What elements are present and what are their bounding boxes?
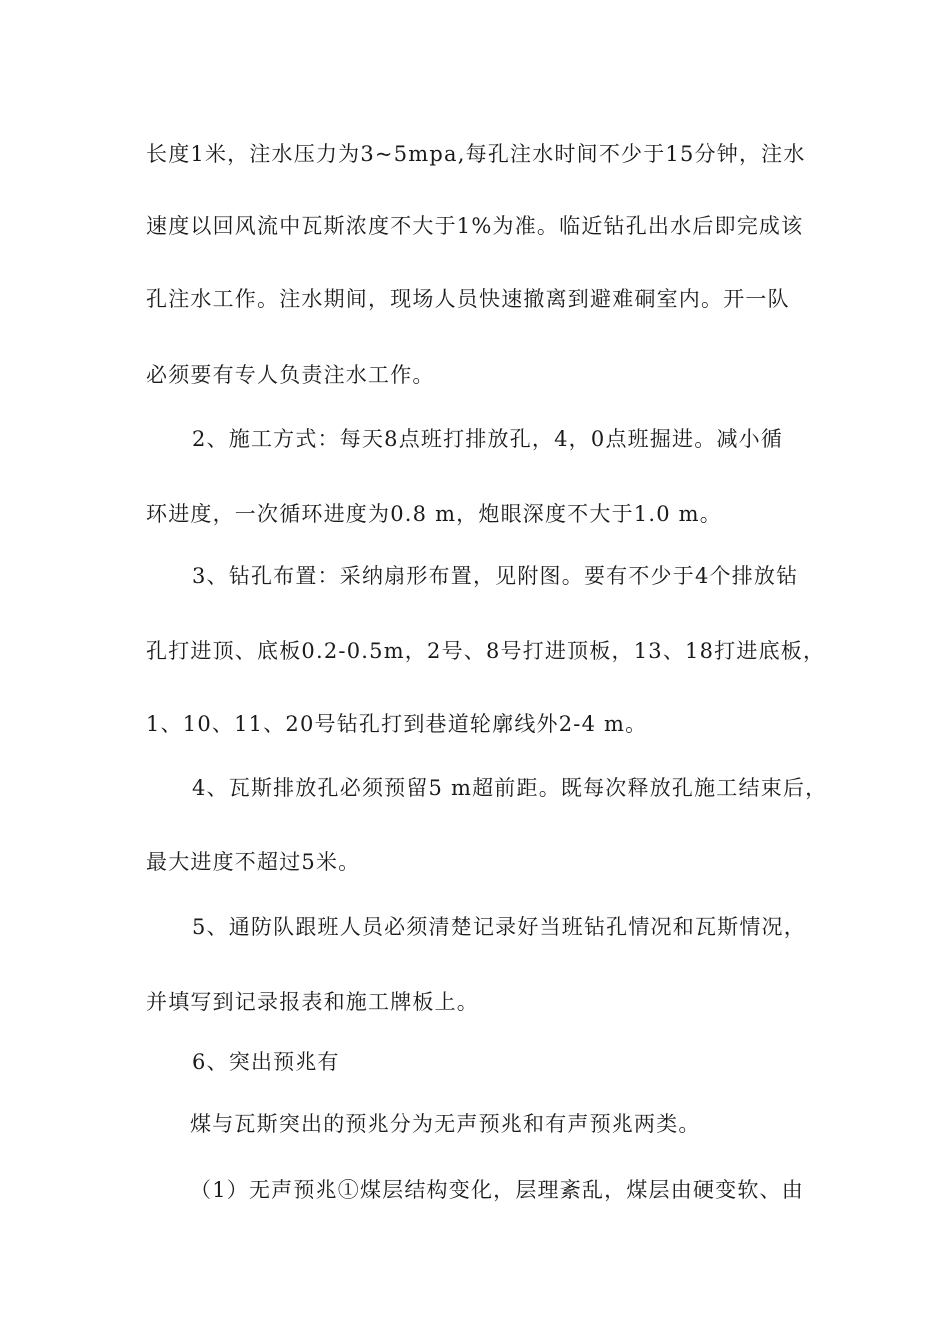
paragraph-line: 最大进度不超过5米。: [146, 850, 361, 874]
paragraph-line: 孔打进顶、底板0.2-0.5m，2号、8号打进顶板，13、18打进底板，: [146, 639, 826, 663]
paragraph-line: （1）无声预兆①煤层结构变化，层理紊乱，煤层由硬变软、由: [190, 1178, 804, 1202]
paragraph-line: 3、钻孔布置：采纳扇形布置，见附图。要有不少于4个排放钻: [192, 564, 799, 588]
paragraph-line: 必须要有专人负责注水工作。: [146, 363, 435, 387]
paragraph-line: 长度1米，注水压力为3~5mpa,每孔注水时间不少于15分钟，注水: [146, 142, 806, 166]
section-heading: 6、突出预兆有: [192, 1050, 340, 1074]
paragraph-line: 并填写到记录报表和施工牌板上。: [146, 990, 479, 1014]
paragraph-line: 环进度，一次循环进度为0.8 m，炮眼深度不大于1.0 m。: [146, 502, 722, 526]
paragraph-line: 4、瓦斯排放孔必须预留5 m超前距。既每次释放孔施工结束后，: [192, 776, 828, 800]
paragraph-line: 孔注水工作。注水期间，现场人员快速撤离到避难硐室内。开一队: [146, 287, 790, 311]
paragraph-line: 煤与瓦斯突出的预兆分为无声预兆和有声预兆两类。: [190, 1112, 701, 1136]
paragraph-line: 速度以回风流中瓦斯浓度不大于1%为准。临近钻孔出水后即完成该: [146, 214, 804, 238]
paragraph-line: 5、通防队跟班人员必须清楚记录好当班钻孔情况和瓦斯情况，: [192, 915, 806, 939]
paragraph-line: 1、10、11、20号钻孔打到巷道轮廓线外2-4 m。: [146, 712, 648, 736]
paragraph-line: 2、施工方式：每天8点班打排放孔，4，0点班掘进。减小循: [192, 427, 784, 451]
